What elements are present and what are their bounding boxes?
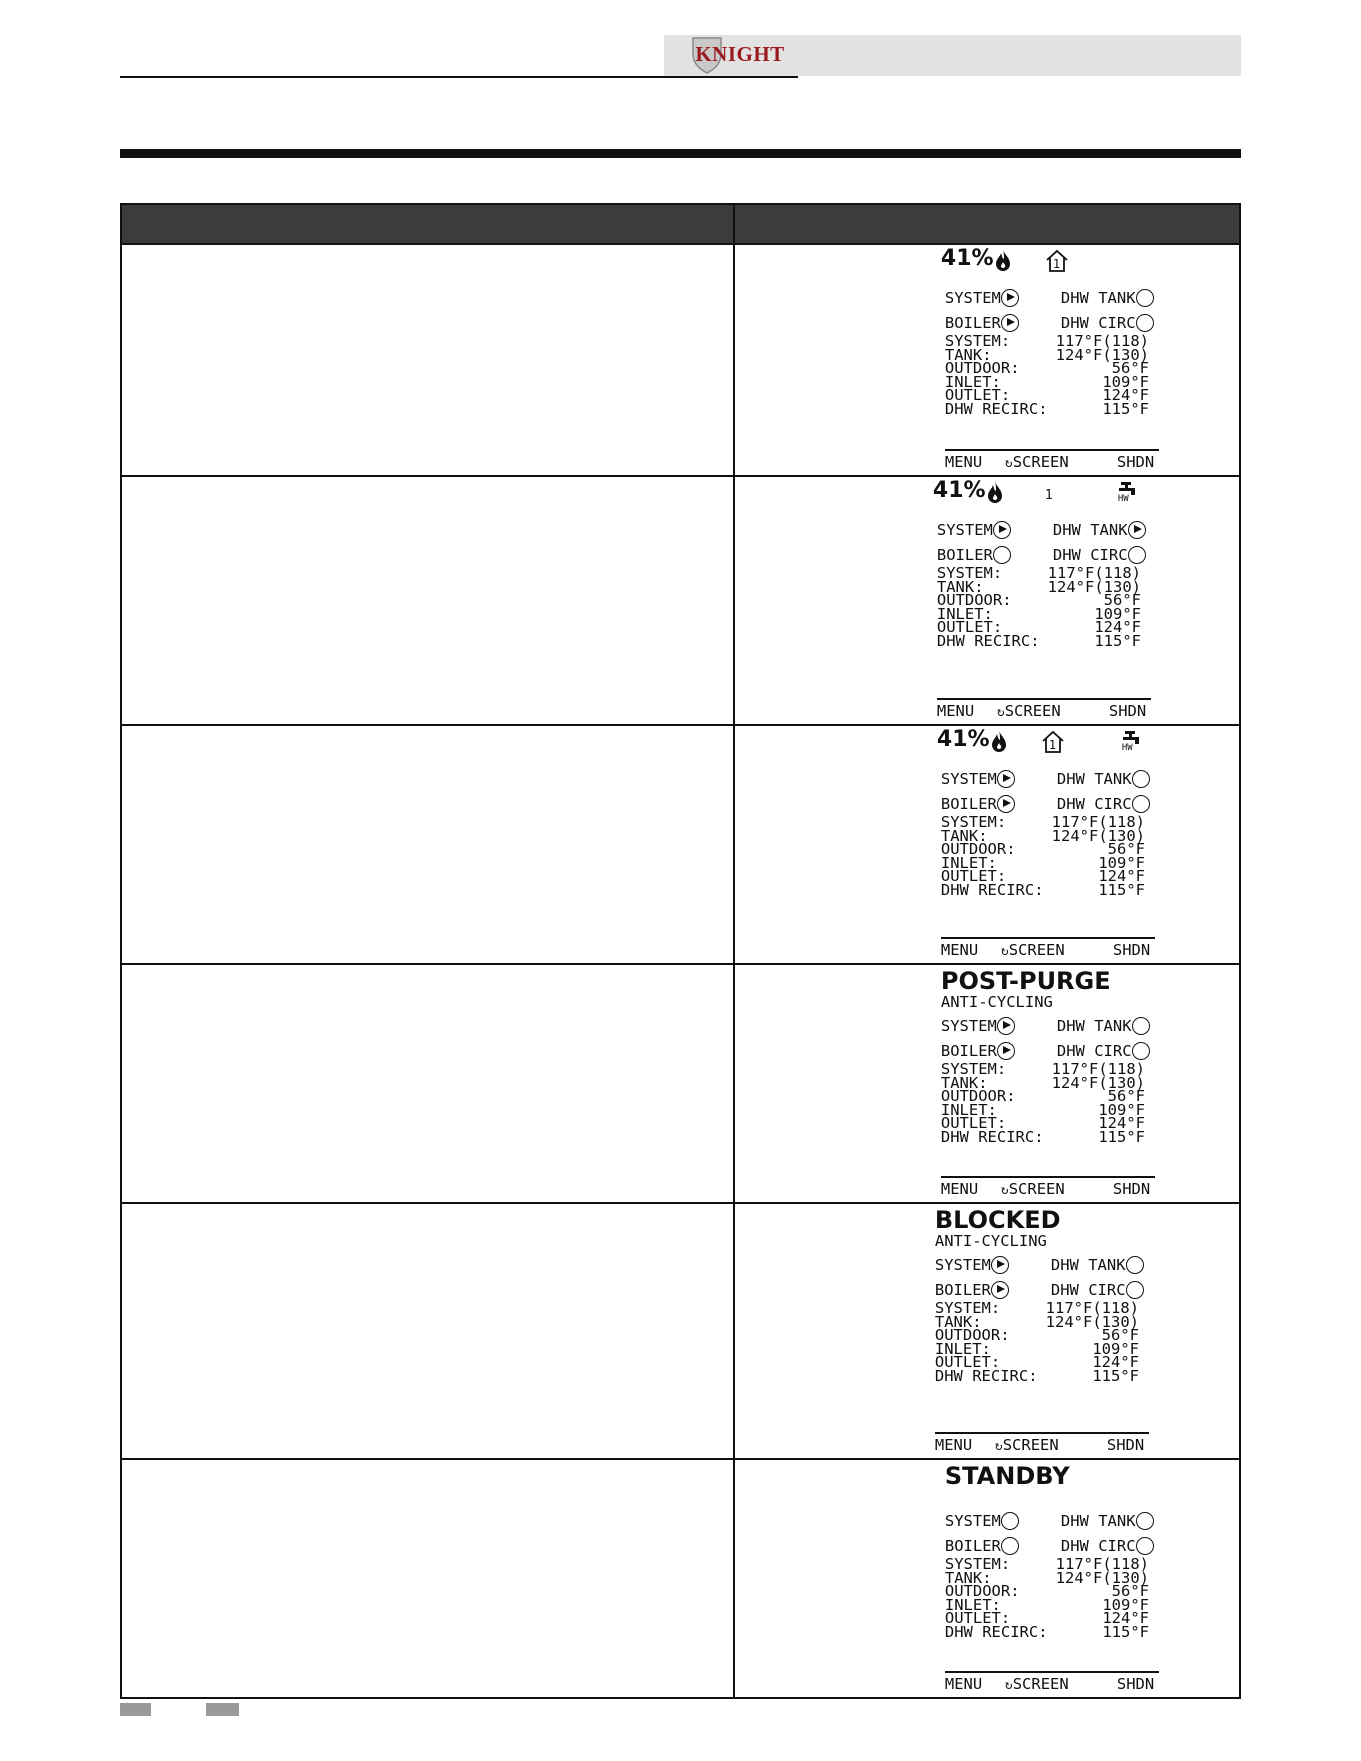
- temp-label: OUTLET:: [936, 618, 1003, 636]
- flame-icon: [995, 249, 1011, 271]
- temp-label: SYSTEM:: [940, 813, 1007, 831]
- menu-softkey[interactable]: MENU: [944, 453, 983, 471]
- page-marker-right: [206, 1703, 239, 1716]
- lcd-screen: [735, 965, 1239, 1202]
- temp-value: 109°F: [1102, 372, 1149, 391]
- screen-softkey-label: SCREEN: [1012, 1675, 1069, 1693]
- lcd-screen: [735, 245, 1239, 475]
- flame-icon: [987, 481, 1003, 503]
- dhw-tank-pump: [1061, 289, 1154, 307]
- lcd-footer-rule: [945, 1671, 1159, 1673]
- dhw-circ-pump-indicator-icon: [1136, 314, 1154, 332]
- temp-value: 109°F: [1098, 853, 1145, 872]
- temp-label: DHW RECIRC:: [944, 1622, 1048, 1641]
- lcd-footer-rule: [935, 1432, 1149, 1434]
- lcd-footer-rule: [941, 937, 1155, 939]
- dhw-tank-pump-label: DHW TANK: [1050, 1256, 1126, 1274]
- temp-value: 117°F(118): [1055, 1555, 1149, 1573]
- boiler-pump-label: BOILER: [940, 1042, 997, 1060]
- hot-water-tap-icon: [1121, 730, 1143, 756]
- status-screens-table: [120, 203, 1241, 1699]
- description-cell: [121, 1459, 734, 1698]
- boiler-pump-indicator-icon: [1001, 1537, 1019, 1555]
- system-pump-indicator-icon: [991, 1256, 1009, 1274]
- boiler-pump-indicator-icon: [1001, 314, 1019, 332]
- temp-label: SYSTEM:: [944, 1555, 1011, 1573]
- temp-value: 56°F: [1111, 359, 1149, 377]
- dhw-tank-pump: [1057, 1017, 1150, 1035]
- lcd-screen: [735, 477, 1239, 724]
- menu-softkey[interactable]: MENU: [944, 1675, 983, 1693]
- screen-softkey-label: SCREEN: [1012, 453, 1069, 471]
- temp-label: OUTLET:: [934, 1353, 1001, 1371]
- display-cell: [734, 476, 1240, 725]
- temp-value: 109°F: [1094, 604, 1141, 623]
- zone-house-icon: [1045, 249, 1069, 273]
- temp-label: SYSTEM:: [934, 1299, 1001, 1317]
- temp-value: 115°F: [1092, 1366, 1139, 1385]
- lcd-footer-rule: [941, 1176, 1155, 1178]
- temp-label: OUTDOOR:: [944, 1582, 1020, 1600]
- system-pump-label: SYSTEM: [940, 1017, 997, 1035]
- display-cell: [734, 964, 1240, 1203]
- temp-label: DHW RECIRC:: [936, 631, 1040, 650]
- table-row: [121, 244, 1240, 476]
- temp-label: OUTDOOR:: [940, 1087, 1016, 1105]
- shutdown-softkey[interactable]: SHDN: [1116, 1675, 1155, 1693]
- dhw-tank-pump: [1061, 1512, 1154, 1530]
- dhw-tank-pump-indicator-icon: [1126, 1256, 1144, 1274]
- temp-value: 109°F: [1098, 1100, 1145, 1119]
- dhw-tank-pump-label: DHW TANK: [1060, 1512, 1136, 1530]
- lcd-screen: [735, 726, 1239, 963]
- temp-value: 109°F: [1102, 1595, 1149, 1614]
- status-subtitle: ANTI-CYCLING: [940, 993, 1053, 1011]
- dhw-tank-pump: [1051, 1256, 1144, 1274]
- temp-value: 124°F(130): [1055, 345, 1149, 364]
- temp-label: OUTLET:: [940, 867, 1007, 885]
- screen-softkey[interactable]: [1001, 1182, 1065, 1198]
- system-pump: [945, 1512, 1019, 1530]
- boiler-pump-indicator-icon: [997, 795, 1015, 813]
- rotate-arrows-icon: ↻: [1004, 1678, 1013, 1693]
- temp-label: INLET:: [944, 372, 1001, 391]
- zone-number: 1: [1052, 257, 1061, 271]
- temp-value: 124°F(130): [1045, 1312, 1139, 1331]
- dhw-circ-pump: [1057, 1042, 1150, 1060]
- temp-value: 124°F: [1102, 1609, 1149, 1627]
- table-row: [121, 964, 1240, 1203]
- table-row: [121, 1203, 1240, 1459]
- dhw-circ-pump: [1053, 546, 1146, 564]
- hot-water-tap-icon: [1117, 481, 1139, 507]
- shutdown-softkey[interactable]: SHDN: [1106, 1436, 1145, 1454]
- boiler-pump-label: BOILER: [936, 546, 993, 564]
- dhw-tank-pump-indicator-icon: [1136, 1512, 1154, 1530]
- temp-label: SYSTEM:: [944, 332, 1011, 350]
- system-pump-indicator-icon: [1001, 1512, 1019, 1530]
- shutdown-softkey[interactable]: SHDN: [1116, 453, 1155, 471]
- system-pump-indicator-icon: [993, 521, 1011, 539]
- column-header-description: [121, 204, 734, 244]
- rotate-arrows-icon: ↻: [1000, 944, 1009, 959]
- zone-house-icon: [1041, 730, 1065, 754]
- temp-value: 124°F: [1094, 618, 1141, 636]
- dhw-tank-pump-indicator-icon: [1132, 1017, 1150, 1035]
- boiler-pump: [945, 314, 1019, 332]
- dhw-circ-pump-label: DHW CIRC: [1060, 314, 1136, 332]
- temp-label: TANK:: [944, 345, 992, 364]
- rotate-arrows-icon: ↻: [994, 1439, 1003, 1454]
- dhw-circ-pump: [1061, 314, 1154, 332]
- screen-softkey-label: SCREEN: [1004, 702, 1061, 720]
- temp-value: 124°F(130): [1047, 577, 1141, 596]
- temp-value: 117°F(118): [1051, 1060, 1145, 1078]
- temp-value: 124°F: [1098, 1114, 1145, 1132]
- screen-softkey[interactable]: [1005, 455, 1069, 471]
- dhw-circ-pump: [1061, 1537, 1154, 1555]
- temp-label: OUTDOOR:: [936, 591, 1012, 609]
- temp-value: 124°F: [1102, 386, 1149, 404]
- system-pump-label: SYSTEM: [944, 289, 1001, 307]
- firing-rate: 41%: [936, 727, 990, 752]
- dhw-circ-pump-label: DHW CIRC: [1060, 1537, 1136, 1555]
- brand-logo: [684, 34, 796, 74]
- temp-label: DHW RECIRC:: [934, 1366, 1038, 1385]
- status-title: POST-PURGE: [940, 967, 1111, 995]
- dhw-circ-pump-indicator-icon: [1132, 795, 1150, 813]
- temp-label: INLET:: [940, 1100, 997, 1119]
- dhw-circ-pump-indicator-icon: [1136, 1537, 1154, 1555]
- lcd-screen: [735, 1460, 1239, 1697]
- screen-softkey-label: SCREEN: [1002, 1436, 1059, 1454]
- boiler-pump-label: BOILER: [940, 795, 997, 813]
- dhw-circ-pump: [1051, 1281, 1144, 1299]
- temp-value: 124°F(130): [1051, 826, 1145, 845]
- temp-value: 56°F: [1111, 1582, 1149, 1600]
- temp-label: DHW RECIRC:: [940, 1127, 1044, 1146]
- boiler-pump: [941, 1042, 1015, 1060]
- hot-water-label: HW: [1121, 743, 1133, 753]
- dhw-circ-pump-label: DHW CIRC: [1056, 795, 1132, 813]
- screen-softkey[interactable]: [1001, 943, 1065, 959]
- dhw-tank-pump-indicator-icon: [1128, 521, 1146, 539]
- boiler-pump-label: BOILER: [934, 1281, 991, 1299]
- temp-label: INLET:: [944, 1595, 1001, 1614]
- dhw-tank-pump-label: DHW TANK: [1060, 289, 1136, 307]
- status-subtitle: ANTI-CYCLING: [934, 1232, 1047, 1250]
- boiler-pump-label: BOILER: [944, 314, 1001, 332]
- temp-label: INLET:: [934, 1339, 991, 1358]
- display-cell: [734, 244, 1240, 476]
- shutdown-softkey[interactable]: SHDN: [1108, 702, 1147, 720]
- dhw-tank-pump: [1053, 521, 1146, 539]
- temp-value: 115°F: [1102, 1622, 1149, 1641]
- description-cell: [121, 964, 734, 1203]
- system-pump-label: SYSTEM: [940, 770, 997, 788]
- temp-value: 124°F: [1098, 867, 1145, 885]
- description-cell: [121, 725, 734, 964]
- dhw-circ-pump-label: DHW CIRC: [1052, 546, 1128, 564]
- temp-value: 117°F(118): [1047, 564, 1141, 582]
- dhw-circ-pump-label: DHW CIRC: [1056, 1042, 1132, 1060]
- boiler-pump: [945, 1537, 1019, 1555]
- screen-softkey-label: SCREEN: [1008, 1180, 1065, 1198]
- temp-value: 124°F(130): [1051, 1073, 1145, 1092]
- lcd-footer-rule: [937, 698, 1151, 700]
- menu-softkey[interactable]: MENU: [940, 941, 979, 959]
- system-pump: [937, 521, 1011, 539]
- rotate-arrows-icon: ↻: [996, 705, 1005, 720]
- temp-value: 115°F: [1102, 399, 1149, 418]
- boiler-pump: [941, 795, 1015, 813]
- dhw-circ-pump-indicator-icon: [1126, 1281, 1144, 1299]
- menu-softkey[interactable]: MENU: [934, 1436, 973, 1454]
- screen-softkey[interactable]: [995, 1438, 1059, 1454]
- temp-label: TANK:: [936, 577, 984, 596]
- hot-water-label: HW: [1117, 494, 1129, 504]
- menu-softkey[interactable]: MENU: [940, 1180, 979, 1198]
- dhw-circ-pump-indicator-icon: [1128, 546, 1146, 564]
- temp-label: DHW RECIRC:: [940, 880, 1044, 899]
- system-pump: [941, 1017, 1015, 1035]
- temp-value: 124°F: [1092, 1353, 1139, 1371]
- dhw-circ-pump: [1057, 795, 1150, 813]
- dhw-circ-pump-label: DHW CIRC: [1050, 1281, 1126, 1299]
- boiler-pump-indicator-icon: [997, 1042, 1015, 1060]
- system-pump: [935, 1256, 1009, 1274]
- temp-label: OUTDOOR:: [940, 840, 1016, 858]
- screen-softkey[interactable]: [997, 704, 1061, 720]
- system-pump-indicator-icon: [997, 770, 1015, 788]
- firing-rate: 41%: [940, 246, 994, 271]
- temp-label: SYSTEM:: [940, 1060, 1007, 1078]
- display-cell: [734, 1203, 1240, 1459]
- lcd-screen: [735, 1204, 1239, 1458]
- temp-value: 115°F: [1098, 1127, 1145, 1146]
- dhw-tank-pump-indicator-icon: [1132, 770, 1150, 788]
- temp-value: 115°F: [1094, 631, 1141, 650]
- temp-value: 117°F(118): [1045, 1299, 1139, 1317]
- boiler-pump-indicator-icon: [991, 1281, 1009, 1299]
- display-cell: [734, 1459, 1240, 1698]
- shutdown-softkey[interactable]: SHDN: [1112, 941, 1151, 959]
- temp-label: INLET:: [940, 853, 997, 872]
- status-title: STANDBY: [944, 1462, 1070, 1490]
- table-row: [121, 725, 1240, 964]
- boiler-pump-label: BOILER: [944, 1537, 1001, 1555]
- temp-value: 56°F: [1107, 1087, 1145, 1105]
- temp-label: INLET:: [936, 604, 993, 623]
- temp-label: TANK:: [940, 826, 988, 845]
- temp-value: 56°F: [1103, 591, 1141, 609]
- temp-label: OUTLET:: [944, 386, 1011, 404]
- system-pump-label: SYSTEM: [934, 1256, 991, 1274]
- temp-label: DHW RECIRC:: [944, 399, 1048, 418]
- description-cell: [121, 1203, 734, 1459]
- dhw-tank-pump-label: DHW TANK: [1056, 1017, 1132, 1035]
- display-cell: [734, 725, 1240, 964]
- temp-value: 56°F: [1107, 840, 1145, 858]
- system-pump-indicator-icon: [997, 1017, 1015, 1035]
- temp-value: 124°F(130): [1055, 1568, 1149, 1587]
- temp-label: SYSTEM:: [936, 564, 1003, 582]
- column-header-display: [734, 204, 1240, 244]
- brand-name: KNIGHT: [695, 41, 785, 66]
- temp-label: OUTDOOR:: [934, 1326, 1010, 1344]
- system-pump: [941, 770, 1015, 788]
- system-pump-label: SYSTEM: [944, 1512, 1001, 1530]
- header-rule: [120, 76, 798, 78]
- description-cell: [121, 244, 734, 476]
- dhw-tank-pump-label: DHW TANK: [1052, 521, 1128, 539]
- shutdown-softkey[interactable]: SHDN: [1112, 1180, 1151, 1198]
- rotate-arrows-icon: ↻: [1000, 1183, 1009, 1198]
- system-pump-label: SYSTEM: [936, 521, 993, 539]
- zone-number: 1: [1044, 488, 1053, 503]
- menu-softkey[interactable]: MENU: [936, 702, 975, 720]
- temp-label: TANK:: [934, 1312, 982, 1331]
- table-row: [121, 1459, 1240, 1698]
- temp-label: OUTLET:: [944, 1609, 1011, 1627]
- status-title: BLOCKED: [934, 1206, 1061, 1234]
- flame-icon: [991, 730, 1007, 752]
- temp-label: OUTDOOR:: [944, 359, 1020, 377]
- description-cell: [121, 476, 734, 725]
- temp-label: OUTLET:: [940, 1114, 1007, 1132]
- table-row: [121, 476, 1240, 725]
- dhw-tank-pump: [1057, 770, 1150, 788]
- temp-value: 117°F(118): [1051, 813, 1145, 831]
- dhw-tank-pump-indicator-icon: [1136, 289, 1154, 307]
- temp-value: 115°F: [1098, 880, 1145, 899]
- zone-number: 1: [1048, 738, 1057, 752]
- dhw-tank-pump-label: DHW TANK: [1056, 770, 1132, 788]
- screen-softkey[interactable]: [1005, 1677, 1069, 1693]
- boiler-pump: [935, 1281, 1009, 1299]
- lcd-footer-rule: [945, 449, 1159, 451]
- dhw-circ-pump-indicator-icon: [1132, 1042, 1150, 1060]
- temp-value: 109°F: [1092, 1339, 1139, 1358]
- temp-label: TANK:: [940, 1073, 988, 1092]
- system-pump-indicator-icon: [1001, 289, 1019, 307]
- boiler-pump-indicator-icon: [993, 546, 1011, 564]
- page-marker-left: [120, 1703, 151, 1716]
- firing-rate: 41%: [932, 478, 986, 503]
- temp-label: TANK:: [944, 1568, 992, 1587]
- boiler-pump: [937, 546, 1011, 564]
- temp-value: 56°F: [1101, 1326, 1139, 1344]
- temp-value: 117°F(118): [1055, 332, 1149, 350]
- system-pump: [945, 289, 1019, 307]
- screen-softkey-label: SCREEN: [1008, 941, 1065, 959]
- section-title-rule: [120, 149, 1241, 158]
- rotate-arrows-icon: ↻: [1004, 456, 1013, 471]
